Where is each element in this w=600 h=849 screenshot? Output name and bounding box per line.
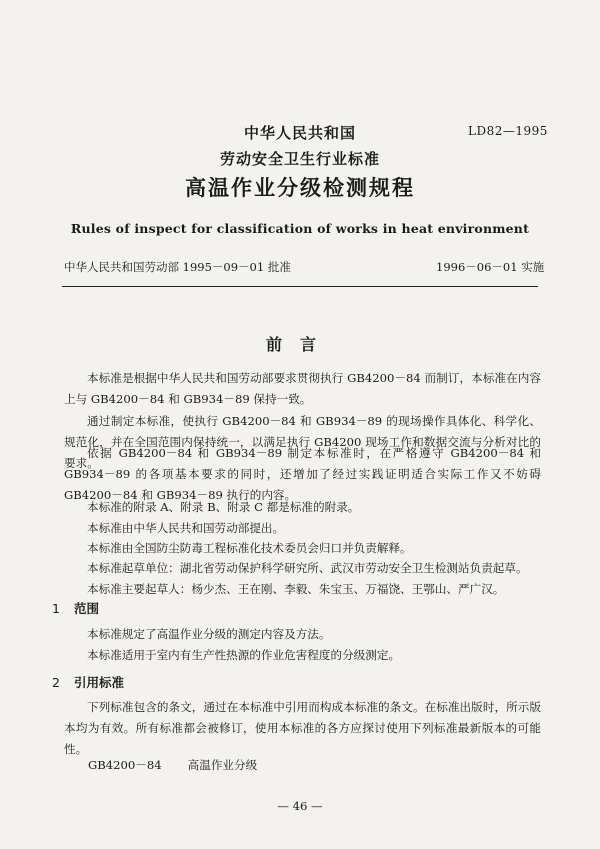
- foreword-paragraph: 本标准起草单位：湖北省劳动保护科学研究所、武汉市劳动安全卫生检测站负责起草。: [87, 561, 528, 575]
- english-title: Rules of inspect for classification of works in heat environment: [70, 221, 530, 236]
- foreword-paragraph: 通过制定本标准，使执行 GB4200－84 和 GB934－89 的现场操作具体化、科学化、规范化，并在全国范围内保持统一，以满足执行 GB4200 现场工作和数据交流与分析对比的要求。: [64, 414, 541, 470]
- foreword-paragraph: 本标准是根据中华人民共和国劳动部要求贯彻执行 GB4200－84 而制订，本标准在内容上与 GB4200－84 和 GB934－89 保持一致。: [64, 371, 541, 406]
- standard-code: LD82—1995: [468, 124, 548, 138]
- header-divider: [62, 286, 538, 287]
- country-heading: 中华人民共和国: [243, 124, 356, 142]
- issue-date: 中华人民共和国劳动部 1995－09－01 批准: [64, 260, 291, 274]
- section-1-paragraph: 本标准规定了高温作业分级的测定内容及方法。: [87, 627, 331, 641]
- foreword-paragraph: 本标准主要起草人：杨少杰、王在刚、李毅、朱宝玉、万福饶、王鄂山、严广汉。: [87, 582, 505, 596]
- reference-name: 高温作业分级: [187, 758, 258, 772]
- section-2-paragraph: 下列标准包含的条文，通过在本标准中引用而构成本标准的条文。在标准出版时，所示版本均为有效。所有标准都会被修订，使用本标准的各方应探讨使用下列标准最新版本的可能性。: [64, 700, 541, 756]
- section-title: 引用标准: [74, 675, 125, 690]
- section-1-heading: [52, 599, 99, 617]
- effective-date: 1996－06－01 实施: [436, 260, 545, 274]
- page-number: — 46 —: [277, 799, 323, 813]
- reference-code: GB4200－84: [88, 758, 162, 772]
- reference-entry: [88, 757, 257, 773]
- section-number: 2: [52, 675, 60, 690]
- section-1-paragraph: 本标准适用于室内有生产性热源的作业危害程度的分级测定。: [87, 648, 401, 662]
- section-number: 1: [52, 601, 60, 616]
- foreword-heading: 前言: [265, 335, 334, 354]
- foreword-paragraph: 本标准的附录 A、附录 B、附录 C 都是标准的附录。: [87, 500, 360, 514]
- section-title: 范围: [74, 601, 100, 616]
- foreword-paragraph: 本标准由全国防尘防毒工程标准化技术委员会归口并负责解释。: [87, 541, 412, 555]
- section-2-heading: [52, 673, 124, 691]
- foreword-paragraph: 本标准由中华人民共和国劳动部提出。: [87, 521, 285, 535]
- document-title: 高温作业分级检测规程: [185, 176, 415, 200]
- foreword-paragraph: 依据 GB4200－84 和 GB934－89 制定本标准时，在严格遵守 GB4200－84 和 GB934－89 的各项基本要求的同时，还增加了经过实践证明适合实际工作又不妨碍 GB4200－84 和 GB934－89 执行的内容。: [64, 446, 541, 502]
- standard-type-heading: 劳动安全卫生行业标准: [219, 150, 380, 168]
